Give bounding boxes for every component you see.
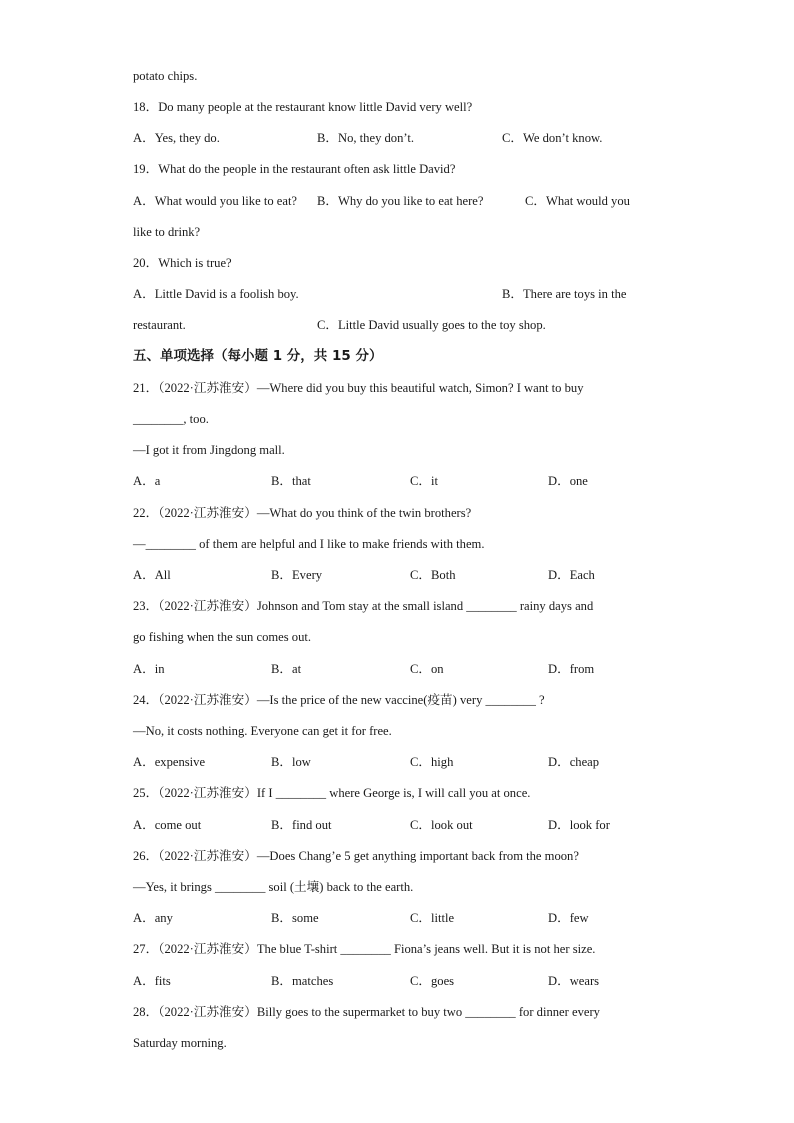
q20-option-a: A．Little David is a foolish boy. xyxy=(133,287,299,301)
q25-option-c: C．look out xyxy=(410,818,473,832)
q22-option-d: D．Each xyxy=(548,568,595,582)
q21-reply: —I got it from Jingdong mall. xyxy=(133,443,285,457)
q27-option-c: C．goes xyxy=(410,974,455,988)
q20-option-b-continuation: restaurant. xyxy=(133,318,186,332)
q21-option-d: D．one xyxy=(548,474,588,488)
q23-option-c: C．on xyxy=(410,662,444,676)
q22-stem: 22．（2022·江苏淮安）—What do you think of the twin brothers? xyxy=(133,506,472,520)
q19-option-c: C．What would you xyxy=(525,194,630,208)
q26-option-d: D．few xyxy=(548,911,589,925)
q25-option-a: A．come out xyxy=(133,818,202,832)
q26-option-a: A．any xyxy=(133,911,173,925)
q25-option-d: D．look for xyxy=(548,818,610,832)
section-title: 五、单项选择（每小题 1 分，共 15 分） xyxy=(133,348,383,364)
q18-option-b: B．No, they don’t. xyxy=(317,131,415,145)
q23-option-d: D．from xyxy=(548,662,595,676)
q21-option-b: B．that xyxy=(271,474,311,488)
q22-option-c: C．Both xyxy=(410,568,456,582)
q21-option-a: A．a xyxy=(133,474,161,488)
q25-stem: 25．（2022·江苏淮安）If I ________ where George is, I will call you at once. xyxy=(133,786,531,800)
q22-reply: —________ of them are helpful and I like to make friends with them. xyxy=(133,537,485,551)
q26-stem: 26．（2022·江苏淮安）—Does Chang’e 5 get anything important back from the moon? xyxy=(133,849,579,863)
q23-option-b: B．at xyxy=(271,662,302,676)
q26-option-b: B．some xyxy=(271,911,319,925)
q20-option-b: B．There are toys in the xyxy=(502,287,627,301)
q24-option-d: D．cheap xyxy=(548,755,600,769)
q19-option-c-continuation: like to drink? xyxy=(133,225,201,239)
q23-stem-continuation: go fishing when the sun comes out. xyxy=(133,630,312,644)
q17-continuation: potato chips. xyxy=(133,69,198,83)
q25-option-b: B．find out xyxy=(271,818,332,832)
q23-option-a: A．in xyxy=(133,662,165,676)
q20-stem: 20．Which is true? xyxy=(133,256,232,270)
q27-stem: 27．（2022·江苏淮安）The blue T-shirt ________ Fiona’s jeans well. But it is not her size. xyxy=(133,942,596,956)
q18-option-c: C．We don’t know. xyxy=(502,131,603,145)
q24-reply: —No, it costs nothing. Everyone can get it for free. xyxy=(133,724,392,738)
q27-option-b: B．matches xyxy=(271,974,334,988)
q24-stem: 24．（2022·江苏淮安）—Is the price of the new vaccine(疫苗) very ________ ? xyxy=(133,693,545,707)
q22-option-b: B．Every xyxy=(271,568,323,582)
q20-option-c: C．Little David usually goes to the toy shop. xyxy=(317,318,546,332)
q24-option-a: A．expensive xyxy=(133,755,206,769)
q28-stem-continuation: Saturday morning. xyxy=(133,1036,227,1050)
q23-stem: 23．（2022·江苏淮安）Johnson and Tom stay at the small island ________ rainy days and xyxy=(133,599,594,613)
q18-stem: 18．Do many people at the restaurant know little David very well? xyxy=(133,100,473,114)
q19-option-a: A．What would you like to eat? xyxy=(133,194,298,208)
q24-option-b: B．low xyxy=(271,755,311,769)
q26-option-c: C．little xyxy=(410,911,455,925)
q21-stem-continuation: ________, too. xyxy=(133,412,209,426)
q27-option-d: D．wears xyxy=(548,974,600,988)
q21-option-c: C．it xyxy=(410,474,438,488)
q19-stem: 19．What do the people in the restaurant often ask little David? xyxy=(133,162,456,176)
q28-stem: 28．（2022·江苏淮安）Billy goes to the supermarket to buy two ________ for dinner every xyxy=(133,1005,600,1019)
q22-option-a: A．All xyxy=(133,568,171,582)
q27-option-a: A．fits xyxy=(133,974,171,988)
q24-option-c: C．high xyxy=(410,755,454,769)
q18-option-a: A．Yes, they do. xyxy=(133,131,220,145)
q26-reply: —Yes, it brings ________ soil (土壤) back to the earth. xyxy=(133,880,414,894)
q21-stem: 21．（2022·江苏淮安）—Where did you buy this beautiful watch, Simon? I want to buy xyxy=(133,381,584,395)
q19-option-b: B．Why do you like to eat here? xyxy=(317,194,484,208)
